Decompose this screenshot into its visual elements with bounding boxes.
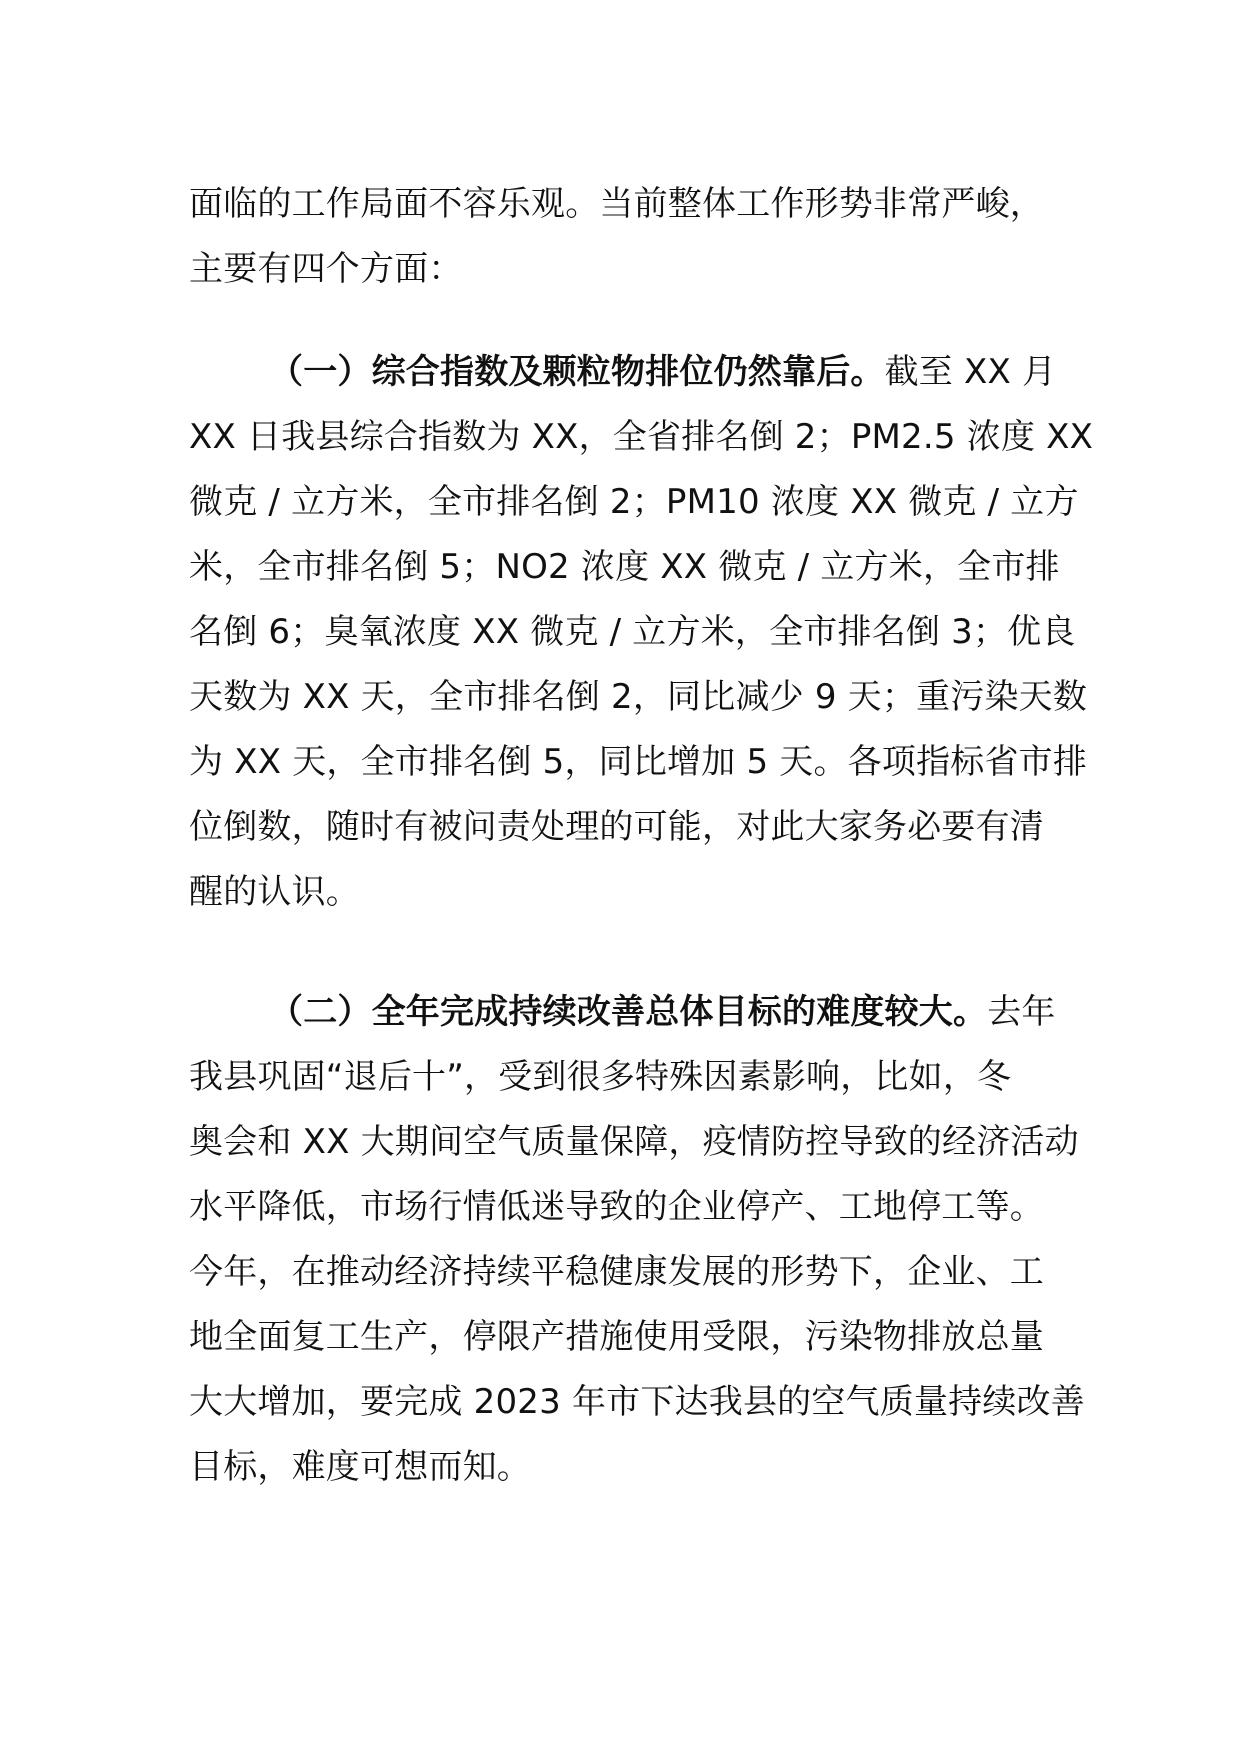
section-2-line: 奥会和 XX 大期间空气质量保障，疫情防控导致的经济活动 [189,1122,1079,1162]
intro-line: 主要有四个方面： [189,249,463,289]
section-2-paragraph [189,980,1085,1500]
section-2-line: 地全面复工生产，停限产措施使用受限，污染物排放总量 [189,1317,1044,1357]
section-2-line: 水平降低，市场行情低迷导致的企业停产、工地停工等。 [189,1187,1044,1227]
section-1-paragraph [189,340,1094,925]
intro-line: 面临的工作局面不容乐观。当前整体工作形势非常严峻， [189,184,1044,224]
section-1-first-line-text: 截至 XX 月 [884,352,1057,392]
section-2-line: 大大增加，要完成 2023 年市下达我县的空气质量持续改善 [189,1382,1085,1422]
section-1-line: 天数为 XX 天，全市排名倒 2，同比减少 9 天；重污染天数 [189,677,1088,717]
section-2-first-line-text: 去年 [987,992,1056,1032]
section-1-line: 微克 / 立方米，全市排名倒 2；PM10 浓度 XX 微克 / 立方 [189,482,1079,522]
section-1-line: XX 日我县综合指数为 XX，全省排名倒 2；PM2.5 浓度 XX [189,417,1094,457]
section-2-line: 目标，难度可想而知。 [189,1447,531,1487]
section-1-first-line [189,340,1069,405]
section-1-line: 为 XX 天，全市排名倒 5，同比增加 5 天。各项指标省市排 [189,742,1088,782]
section-1-heading: （一）综合指数及颗粒物排位仍然靠后。 [269,352,885,392]
section-2-heading: （二）全年完成持续改善总体目标的难度较大。 [269,992,988,1032]
section-2-first-line [189,980,1069,1045]
section-1-line: 名倒 6；臭氧浓度 XX 微克 / 立方米，全市排名倒 3；优良 [189,612,1076,652]
section-1-line: 醒的认识。 [189,872,360,912]
section-1-line: 位倒数，随时有被问责处理的可能，对此大家务必要有清 [189,807,1044,847]
section-1-line: 米，全市排名倒 5；NO2 浓度 XX 微克 / 立方米，全市排 [189,547,1060,587]
intro-paragraph [189,172,1069,302]
section-2-line: 我县巩固“退后十”，受到很多特殊因素影响，比如，冬 [189,1057,1012,1097]
section-2-line: 今年，在推动经济持续平稳健康发展的形势下，企业、工 [189,1252,1044,1292]
